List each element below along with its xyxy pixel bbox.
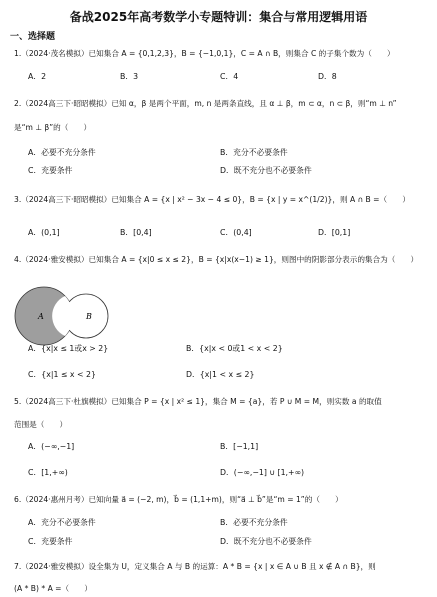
question-2-option-b: B．充分不必要条件 bbox=[220, 148, 288, 157]
question-2-stem-cont: 是“m ⊥ β”的（ ） bbox=[14, 123, 92, 132]
document-title: 备战2025年高考数学小专题特训：集合与常用逻辑用语 bbox=[69, 10, 368, 24]
question-4-option-b: B．{x|x < 0或1 < x < 2} bbox=[186, 344, 283, 353]
question-2-option-a: A．必要不充分条件 bbox=[28, 148, 96, 157]
question-3-stem: 3.（2024高三下·昭昭模拟）已知集合 A = {x | x² − 3x − 4 ≤ 0}，B = {x | y = x^(1/2)}，则 A ∩ B =（ ） bbox=[14, 195, 410, 204]
question-5-option-d: D．(−∞,−1] ∪ [1,+∞) bbox=[220, 468, 305, 477]
question-3-option-d: D．[0,1] bbox=[318, 228, 351, 237]
venn-label-b: B bbox=[86, 312, 92, 321]
question-2-option-d: D．既不充分也不必要条件 bbox=[220, 166, 312, 175]
question-4-stem: 4.（2024·雅安模拟）已知集合 A = {x|0 ≤ x ≤ 2}，B = {x|x(x−1) ≥ 1}，则图中的阴影部分表示的集合为（ ） bbox=[14, 255, 419, 264]
question-1-option-d: D．8 bbox=[318, 72, 337, 81]
question-2-stem: 2.（2024高三下·昭昭模拟）已知 α，β 是两个平面，m, n 是两条直线，且 α ⊥ β，m ⊂ α，n ⊂ β，则“m ⊥ n” bbox=[14, 99, 397, 108]
question-1-stem: 1.（2024·茂名模拟）已知集合 A = {0,1,2,3}，B = {−1,0,1}，C = A ∩ B，则集合 C 的子集个数为（ ） bbox=[14, 49, 395, 58]
question-3-option-a: A．(0,1] bbox=[28, 228, 60, 237]
venn-diagram bbox=[14, 284, 116, 348]
question-6-option-c: C．充要条件 bbox=[28, 537, 73, 546]
question-1-option-a: A．2 bbox=[28, 72, 47, 81]
question-7-stem-cont: (A * B) * A =（ ） bbox=[14, 584, 92, 593]
question-3-option-c: C．(0,4] bbox=[220, 228, 252, 237]
question-6-option-d: D．既不充分也不必要条件 bbox=[220, 537, 312, 546]
question-5-stem-cont: 范围是（ ） bbox=[14, 420, 68, 429]
question-5-stem: 5.（2024高三下·杜旗模拟）已知集合 P = {x | x² ≤ 1}，集合 M = {a}，若 P ∪ M = M，则实数 a 的取值 bbox=[14, 397, 382, 406]
question-5-option-b: B．[−1,1] bbox=[220, 442, 259, 451]
venn-label-a: A bbox=[38, 312, 44, 321]
question-3-option-b: B．[0,4] bbox=[120, 228, 152, 237]
question-4-option-c: C．{x|1 ≤ x < 2} bbox=[28, 370, 96, 379]
question-1-option-c: C．4 bbox=[220, 72, 239, 81]
question-2-option-c: C．充要条件 bbox=[28, 166, 73, 175]
question-6-option-a: A．充分不必要条件 bbox=[28, 518, 96, 527]
question-5-option-a: A．(−∞,−1] bbox=[28, 442, 75, 451]
question-1-option-b: B．3 bbox=[120, 72, 139, 81]
question-4-option-d: D．{x|1 < x ≤ 2} bbox=[186, 370, 255, 379]
question-4-option-a: A．{x|x ≤ 1或x > 2} bbox=[28, 344, 109, 353]
question-6-option-b: B．必要不充分条件 bbox=[220, 518, 288, 527]
question-7-stem: 7.（2024·雅安模拟）设全集为 U，定义集合 A 与 B 的运算：A * B = {x | x ∈ A ∪ B 且 x ∉ A ∩ B}，则 bbox=[14, 562, 376, 571]
section-heading: 一、选择题 bbox=[10, 32, 56, 42]
question-5-option-c: C．[1,+∞) bbox=[28, 468, 68, 477]
question-6-stem: 6.（2024·惠州月考）已知向量 a⃗ = (−2, m)，b⃗ = (1,1+m)，则“a⃗ ⊥ b⃗”是“m = 1”的（ ） bbox=[14, 495, 343, 504]
